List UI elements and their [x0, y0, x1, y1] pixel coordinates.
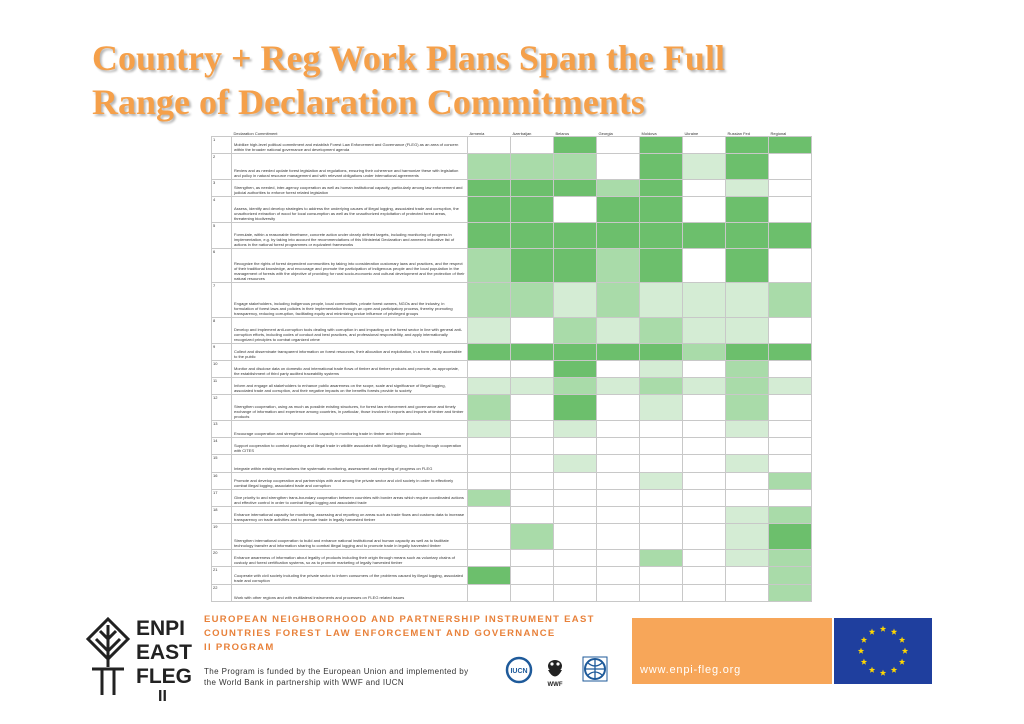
- tree-icon: [88, 619, 128, 695]
- row-number: 20: [212, 550, 232, 567]
- title-line-2: Range of Declaration Commitments: [92, 82, 645, 122]
- status-cell-ukraine: [683, 317, 726, 343]
- status-cell-moldova: [640, 584, 683, 601]
- header-col: Belarus: [555, 130, 570, 136]
- status-cell-regional: [769, 567, 812, 584]
- commitment-text: Assess, identify and develop strategies to address the underlying causes of illegal logging, associated trade and corruption, the unauthorized extraction of wood for local consumption as well as the unauthorized exploitation of protected forest areas, threatening biodiversity: [232, 197, 468, 223]
- commitment-text: Cooperate with civil society including the private sector to inform consumers of the problems caused by illegal logging, associated trade and corruption: [232, 567, 468, 584]
- table-row: [212, 395, 812, 421]
- status-cell-moldova: [640, 438, 683, 455]
- table-row: [212, 584, 812, 601]
- iucn-label: IUCN: [510, 668, 528, 675]
- status-cell-azerbaijan: [511, 489, 554, 506]
- status-cell-regional: [769, 472, 812, 489]
- world-bank-logo: [583, 657, 607, 681]
- status-cell-russian-fed: [726, 197, 769, 223]
- funding-statement: [204, 666, 504, 688]
- program-name: [204, 613, 624, 655]
- table-row: [212, 507, 812, 524]
- status-cell-belarus: [554, 378, 597, 395]
- status-cell-ukraine: [683, 137, 726, 154]
- status-cell-azerbaijan: [511, 248, 554, 282]
- status-cell-regional: [769, 154, 812, 180]
- status-cell-belarus: [554, 524, 597, 550]
- row-number: 2: [212, 154, 232, 180]
- row-number: 14: [212, 438, 232, 455]
- logo-text-enpi: ENPI: [136, 617, 186, 640]
- table-row: [212, 317, 812, 343]
- table-row: [212, 154, 812, 180]
- status-cell-belarus: [554, 317, 597, 343]
- row-number: 21: [212, 567, 232, 584]
- status-cell-regional: [769, 317, 812, 343]
- status-cell-azerbaijan: [511, 455, 554, 472]
- table-row: [212, 567, 812, 584]
- status-cell-russian-fed: [726, 472, 769, 489]
- commitment-text: Monitor and disclose data on domestic and international trade flows of timber and timber products and promote, as appropriate, the establishment of third party audited traceability systems: [232, 360, 468, 377]
- status-cell-belarus: [554, 223, 597, 249]
- row-number: 3: [212, 180, 232, 197]
- status-cell-armenia: [468, 421, 511, 438]
- commitment-text: Review and as needed update forest legislation and regulations, ensuring their coherence and harmonize these with legislation and policy in natural resource management and with relevant obligations under international agreements: [232, 154, 468, 180]
- status-cell-regional: [769, 455, 812, 472]
- program-line-2: COUNTRIES FOREST LAW ENFORCEMENT AND GOVERNANCE: [204, 628, 556, 639]
- row-number: 9: [212, 343, 232, 360]
- status-cell-armenia: [468, 343, 511, 360]
- status-cell-moldova: [640, 180, 683, 197]
- status-cell-belarus: [554, 472, 597, 489]
- row-number: 18: [212, 507, 232, 524]
- status-cell-moldova: [640, 472, 683, 489]
- status-cell-belarus: [554, 137, 597, 154]
- header-col: Moldova: [641, 130, 657, 136]
- status-cell-ukraine: [683, 180, 726, 197]
- status-cell-azerbaijan: [511, 472, 554, 489]
- status-cell-ukraine: [683, 455, 726, 472]
- status-cell-regional: [769, 180, 812, 197]
- table-row: [212, 283, 812, 317]
- table-row: [212, 455, 812, 472]
- header-col: Regional: [770, 130, 787, 136]
- program-line-1: EUROPEAN NEIGHBORHOOD AND PARTNERSHIP INSTRUMENT EAST: [204, 614, 595, 625]
- status-cell-georgia: [597, 137, 640, 154]
- status-cell-armenia: [468, 154, 511, 180]
- commitment-text: Strengthen international cooperation to build and enhance national institutional and human capacity as well as to facilitate technology transfer and information sharing to combat illegal logging and to promote trade in legally harvested timber: [232, 524, 468, 550]
- logo-text-fleg: FLEG: [136, 665, 192, 688]
- status-cell-ukraine: [683, 438, 726, 455]
- status-cell-moldova: [640, 489, 683, 506]
- table-row: [212, 378, 812, 395]
- status-cell-belarus: [554, 180, 597, 197]
- status-cell-ukraine: [683, 248, 726, 282]
- status-cell-ukraine: [683, 223, 726, 249]
- status-cell-ukraine: [683, 472, 726, 489]
- row-number: 22: [212, 584, 232, 601]
- status-cell-ukraine: [683, 360, 726, 377]
- status-cell-ukraine: [683, 567, 726, 584]
- status-cell-ukraine: [683, 489, 726, 506]
- row-number: 1: [212, 137, 232, 154]
- header-col: Georgia: [598, 130, 613, 136]
- status-cell-moldova: [640, 395, 683, 421]
- status-cell-regional: [769, 550, 812, 567]
- status-cell-regional: [769, 438, 812, 455]
- commitment-text: Promote and develop cooperation and partnerships with and among the private sector and civil society in order to effectively combat illegal logging, associated trade and corruption: [232, 472, 468, 489]
- status-cell-moldova: [640, 317, 683, 343]
- status-cell-belarus: [554, 489, 597, 506]
- status-cell-georgia: [597, 317, 640, 343]
- status-cell-azerbaijan: [511, 550, 554, 567]
- status-cell-belarus: [554, 438, 597, 455]
- status-cell-armenia: [468, 248, 511, 282]
- table-row: [212, 438, 812, 455]
- status-cell-regional: [769, 584, 812, 601]
- status-cell-armenia: [468, 395, 511, 421]
- status-cell-belarus: [554, 507, 597, 524]
- status-cell-azerbaijan: [511, 343, 554, 360]
- status-cell-georgia: [597, 283, 640, 317]
- row-number: 13: [212, 421, 232, 438]
- commitment-text: Mobilize high-level political commitment and establish Forest Law Enforcement and Governance (FLEG) as an area of concern within the broader national governance and development agenda: [232, 137, 468, 154]
- status-cell-belarus: [554, 154, 597, 180]
- table-row: [212, 180, 812, 197]
- status-cell-ukraine: [683, 154, 726, 180]
- status-cell-regional: [769, 197, 812, 223]
- status-cell-azerbaijan: [511, 567, 554, 584]
- status-cell-russian-fed: [726, 154, 769, 180]
- status-cell-belarus: [554, 283, 597, 317]
- status-cell-armenia: [468, 584, 511, 601]
- status-cell-azerbaijan: [511, 395, 554, 421]
- commitments-table: [211, 130, 812, 602]
- status-cell-russian-fed: [726, 455, 769, 472]
- iucn-logo: [507, 658, 531, 682]
- status-cell-regional: [769, 378, 812, 395]
- status-cell-georgia: [597, 584, 640, 601]
- status-cell-moldova: [640, 154, 683, 180]
- status-cell-belarus: [554, 584, 597, 601]
- status-cell-georgia: [597, 550, 640, 567]
- status-cell-moldova: [640, 421, 683, 438]
- table-row: [212, 197, 812, 223]
- commitment-text: Encourage cooperation and strengthen national capacity in monitoring trade in timber and timber products: [232, 421, 468, 438]
- status-cell-armenia: [468, 180, 511, 197]
- status-cell-armenia: [468, 524, 511, 550]
- status-cell-ukraine: [683, 524, 726, 550]
- status-cell-georgia: [597, 360, 640, 377]
- status-cell-moldova: [640, 524, 683, 550]
- wwf-label: WWF: [547, 682, 563, 687]
- status-cell-georgia: [597, 455, 640, 472]
- commitment-text: Formulate, within a reasonable timeframe, concrete action under clearly defined targets, including monitoring of progress in implementation, e.g. by taking into account the recommendations of this Ministerial Declaration and annexed indicative list of actions in the national forest programmes or equivalent frameworks: [232, 223, 468, 249]
- row-number: 19: [212, 524, 232, 550]
- title-line-1: Country + Reg Work Plans Span the Full: [92, 38, 725, 78]
- header-col: Armenia: [469, 130, 485, 136]
- status-cell-ukraine: [683, 550, 726, 567]
- table-body: [212, 137, 812, 602]
- status-cell-ukraine: [683, 584, 726, 601]
- status-cell-belarus: [554, 550, 597, 567]
- status-cell-azerbaijan: [511, 180, 554, 197]
- status-cell-armenia: [468, 317, 511, 343]
- status-cell-georgia: [597, 395, 640, 421]
- status-cell-regional: [769, 223, 812, 249]
- status-cell-azerbaijan: [511, 197, 554, 223]
- status-cell-russian-fed: [726, 137, 769, 154]
- status-cell-regional: [769, 489, 812, 506]
- commitment-text: Strengthen cooperation, using as much as possible existing structures, for forest law enforcement and governance and timely exchange of information and experience among countries, in particular, those involved in exports and imports of timber and timber products: [232, 395, 468, 421]
- status-cell-russian-fed: [726, 584, 769, 601]
- status-cell-moldova: [640, 137, 683, 154]
- status-cell-armenia: [468, 567, 511, 584]
- table-row: [212, 489, 812, 506]
- status-cell-armenia: [468, 223, 511, 249]
- status-cell-azerbaijan: [511, 438, 554, 455]
- status-cell-regional: [769, 248, 812, 282]
- status-cell-azerbaijan: [511, 524, 554, 550]
- status-cell-georgia: [597, 507, 640, 524]
- status-cell-georgia: [597, 524, 640, 550]
- status-cell-moldova: [640, 283, 683, 317]
- status-cell-moldova: [640, 455, 683, 472]
- status-cell-belarus: [554, 421, 597, 438]
- status-cell-ukraine: [683, 283, 726, 317]
- status-cell-moldova: [640, 567, 683, 584]
- status-cell-georgia: [597, 567, 640, 584]
- header-commitment: Declaration Commitment: [233, 130, 278, 136]
- status-cell-ukraine: [683, 378, 726, 395]
- enpi-fleg-logo: [82, 607, 197, 702]
- status-cell-azerbaijan: [511, 584, 554, 601]
- status-cell-azerbaijan: [511, 223, 554, 249]
- table-row: [212, 421, 812, 438]
- wwf-logo: [548, 660, 563, 687]
- status-cell-azerbaijan: [511, 317, 554, 343]
- row-number: 6: [212, 248, 232, 282]
- status-cell-georgia: [597, 378, 640, 395]
- status-cell-armenia: [468, 550, 511, 567]
- status-cell-azerbaijan: [511, 507, 554, 524]
- commitment-text: Work with other regions and with multilateral instruments and processes on FLEG related issues: [232, 584, 468, 601]
- status-cell-russian-fed: [726, 360, 769, 377]
- status-cell-georgia: [597, 489, 640, 506]
- commitment-text: Support cooperation to combat poaching and illegal trade in wildlife associated with illegal logging, including through cooperation with CITES: [232, 438, 468, 455]
- commitment-text: Integrate within existing mechanisms the systematic monitoring, assessment and reporting of progress on FLEG: [232, 455, 468, 472]
- status-cell-moldova: [640, 507, 683, 524]
- status-cell-russian-fed: [726, 438, 769, 455]
- status-cell-russian-fed: [726, 489, 769, 506]
- status-cell-armenia: [468, 489, 511, 506]
- table-row: [212, 248, 812, 282]
- status-cell-russian-fed: [726, 507, 769, 524]
- status-cell-regional: [769, 524, 812, 550]
- header-col: Russian Fed: [727, 130, 750, 136]
- status-cell-georgia: [597, 197, 640, 223]
- website-url[interactable]: www.enpi-fleg.org: [640, 664, 742, 676]
- status-cell-belarus: [554, 455, 597, 472]
- table-row: [212, 360, 812, 377]
- status-cell-armenia: [468, 378, 511, 395]
- status-cell-georgia: [597, 154, 640, 180]
- table-row: [212, 524, 812, 550]
- status-cell-armenia: [468, 197, 511, 223]
- status-cell-russian-fed: [726, 343, 769, 360]
- funded-line-1: The Program is funded by the European Union and implemented by: [204, 667, 469, 676]
- eu-flag-icon: [834, 618, 932, 684]
- status-cell-regional: [769, 137, 812, 154]
- status-cell-ukraine: [683, 507, 726, 524]
- status-cell-regional: [769, 395, 812, 421]
- status-cell-belarus: [554, 567, 597, 584]
- program-line-3: II PROGRAM: [204, 642, 275, 653]
- status-cell-georgia: [597, 438, 640, 455]
- status-cell-belarus: [554, 343, 597, 360]
- table-row: [212, 550, 812, 567]
- status-cell-georgia: [597, 421, 640, 438]
- status-cell-moldova: [640, 248, 683, 282]
- status-cell-regional: [769, 507, 812, 524]
- commitment-text: Give priority to and strengthen trans-boundary cooperation between countries with border areas which require coordinated actions and effective control in order to combat illegal logging and associated trade: [232, 489, 468, 506]
- table-row: [212, 223, 812, 249]
- commitment-text: Enhance awareness of information about legality of products including their origin through means such as voluntary chains of custody and forest certification systems, so as to promote marketing of legally harvested timber: [232, 550, 468, 567]
- row-number: 11: [212, 378, 232, 395]
- status-cell-belarus: [554, 360, 597, 377]
- row-number: 12: [212, 395, 232, 421]
- status-cell-russian-fed: [726, 524, 769, 550]
- status-cell-georgia: [597, 472, 640, 489]
- status-cell-ukraine: [683, 421, 726, 438]
- header-col: Ukraine: [684, 130, 699, 136]
- table-row: [212, 472, 812, 489]
- status-cell-moldova: [640, 223, 683, 249]
- status-cell-moldova: [640, 197, 683, 223]
- partner-logos: [505, 655, 615, 687]
- status-cell-moldova: [640, 378, 683, 395]
- status-cell-georgia: [597, 248, 640, 282]
- status-cell-russian-fed: [726, 395, 769, 421]
- status-cell-armenia: [468, 455, 511, 472]
- status-cell-azerbaijan: [511, 360, 554, 377]
- status-cell-russian-fed: [726, 223, 769, 249]
- status-cell-azerbaijan: [511, 421, 554, 438]
- status-cell-russian-fed: [726, 550, 769, 567]
- row-number: 17: [212, 489, 232, 506]
- status-cell-armenia: [468, 438, 511, 455]
- status-cell-georgia: [597, 223, 640, 249]
- status-cell-regional: [769, 421, 812, 438]
- status-cell-azerbaijan: [511, 154, 554, 180]
- status-cell-russian-fed: [726, 378, 769, 395]
- logo-text-east: EAST: [136, 641, 193, 664]
- status-cell-belarus: [554, 248, 597, 282]
- status-cell-russian-fed: [726, 567, 769, 584]
- table-row: [212, 137, 812, 154]
- status-cell-georgia: [597, 343, 640, 360]
- row-number: 10: [212, 360, 232, 377]
- status-cell-armenia: [468, 507, 511, 524]
- status-cell-moldova: [640, 343, 683, 360]
- status-cell-azerbaijan: [511, 283, 554, 317]
- status-cell-belarus: [554, 197, 597, 223]
- status-cell-russian-fed: [726, 421, 769, 438]
- status-cell-armenia: [468, 283, 511, 317]
- commitment-text: Enhance international capacity for monitoring, assessing and reporting on areas such as trade flows and customs data to increase transparency on trade activities and to promote trade in legally harvested timber: [232, 507, 468, 524]
- status-cell-ukraine: [683, 395, 726, 421]
- logo-text-ii: II: [158, 688, 167, 702]
- row-number: 16: [212, 472, 232, 489]
- commitment-text: Engage stakeholders, including indigenous people, local communities, private forest owners, NGOs and the industry, in formulation of forest laws and policies in their implementation through an open and participatory process, thereby promoting transparency, reducing corruption, facilitating equity and minimizing undue influence of privileged groups: [232, 283, 468, 317]
- status-cell-russian-fed: [726, 248, 769, 282]
- status-cell-belarus: [554, 395, 597, 421]
- status-cell-armenia: [468, 472, 511, 489]
- status-cell-azerbaijan: [511, 137, 554, 154]
- status-cell-azerbaijan: [511, 378, 554, 395]
- status-cell-russian-fed: [726, 180, 769, 197]
- commitment-text: Collect and disseminate transparent information on forest resources, their allocation and exploitation, in a form readily accessible to the public: [232, 343, 468, 360]
- slide-title: [92, 36, 992, 124]
- status-cell-moldova: [640, 550, 683, 567]
- commitment-text: Inform and engage all stakeholders to enhance public awareness on the scope, scale and significance of illegal logging, associated trade and corruption, and their negative impacts on the benefits forests provide to society: [232, 378, 468, 395]
- status-cell-armenia: [468, 137, 511, 154]
- row-number: 15: [212, 455, 232, 472]
- table-row: [212, 343, 812, 360]
- status-cell-russian-fed: [726, 283, 769, 317]
- row-number: 8: [212, 317, 232, 343]
- status-cell-regional: [769, 283, 812, 317]
- status-cell-armenia: [468, 360, 511, 377]
- row-number: 5: [212, 223, 232, 249]
- status-cell-georgia: [597, 180, 640, 197]
- commitment-text: Recognize the rights of forest dependent communities by taking into consideration customary laws and practices, and the respect of their traditional knowledge, and encourage and promote the participation of indigenous people and the local population in the management of forests with the objective of providing for rural socio-economic and cultural development and the protection of their natural resources: [232, 248, 468, 282]
- commitment-text: Develop and implement anti-corruption tools dealing with corruption in and impacting on the forest sector in line with general anti-corruption efforts, including codes of conduct and best practices, and professional responsibility, and apply internationally recognized principles to combat organized crime: [232, 317, 468, 343]
- row-number: 7: [212, 283, 232, 317]
- header-col: Azerbaijan: [512, 130, 532, 136]
- status-cell-ukraine: [683, 343, 726, 360]
- funded-line-2: the World Bank in partnership with WWF and IUCN: [204, 678, 405, 687]
- status-cell-regional: [769, 360, 812, 377]
- status-cell-russian-fed: [726, 317, 769, 343]
- status-cell-regional: [769, 343, 812, 360]
- status-cell-ukraine: [683, 197, 726, 223]
- status-cell-moldova: [640, 360, 683, 377]
- commitment-text: Strengthen, as needed, inter-agency cooperation as well as human institutional capacity, particularly among law enforcement and judicial authorities to enforce forest related legislation: [232, 180, 468, 197]
- row-number: 4: [212, 197, 232, 223]
